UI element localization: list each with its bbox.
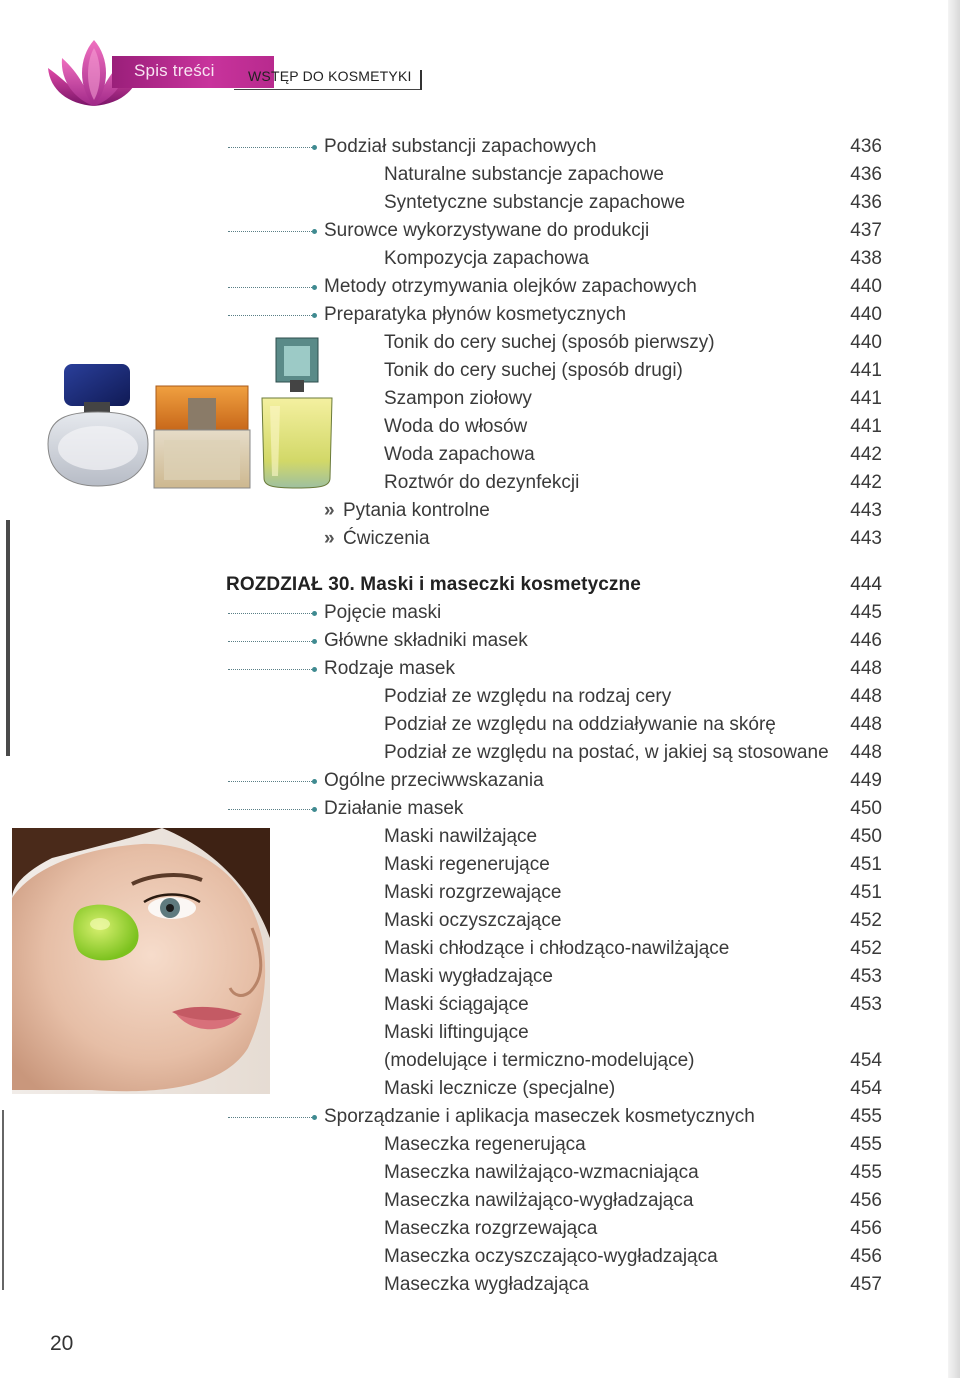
toc-entry-label: Maski lecznicze (specjalne) — [384, 1078, 616, 1099]
toc-entry-label: Maski rozgrzewające — [384, 882, 562, 903]
page-edge-mark — [2, 1110, 4, 1290]
toc-entry-page: 454 — [850, 1050, 882, 1071]
toc-entry-page: 448 — [850, 658, 882, 679]
header-rule — [234, 89, 420, 90]
header-title: Spis treści — [134, 61, 215, 80]
toc-entry-page: 440 — [850, 276, 882, 297]
toc-entry-page: 452 — [850, 910, 882, 931]
toc-entry-page: 452 — [850, 938, 882, 959]
page-number: 20 — [50, 1332, 74, 1355]
chapter-heading[interactable] — [0, 572, 900, 598]
toc-entry-page: 436 — [850, 164, 882, 185]
toc-entry-page: 455 — [850, 1162, 882, 1183]
toc-entry-label: Roztwór do dezynfekcji — [384, 472, 580, 493]
toc-entry-label: Maseczka oczyszczająco-wygładzająca — [384, 1246, 718, 1267]
toc-entry-label: Główne składniki masek — [324, 630, 528, 651]
toc-entry[interactable] — [0, 302, 900, 328]
toc-entry-page: 443 — [850, 500, 882, 521]
leader-line-icon — [228, 809, 312, 810]
toc-entry-label: Preparatyka płynów kosmetycznych — [324, 304, 627, 325]
toc-entry-label: Podział ze względu na oddziaływanie na skórę — [384, 714, 776, 735]
page-edge-mark — [6, 520, 10, 756]
toc-entry-page: 455 — [850, 1106, 882, 1127]
face-mask-photo — [12, 828, 270, 1094]
toc-entry-page: 448 — [850, 714, 882, 735]
header-subtitle: WSTĘP DO KOSMETYKI — [248, 68, 412, 84]
toc-entry[interactable] — [0, 768, 900, 794]
toc-entry-page: 448 — [850, 742, 882, 763]
toc-entry-page: 445 — [850, 602, 882, 623]
toc-entry-label: Metody otrzymywania olejków zapachowych — [324, 276, 697, 297]
toc-entry-label: Maski oczyszczające — [384, 910, 562, 931]
toc-entry[interactable] — [0, 1188, 900, 1214]
toc-entry[interactable] — [0, 526, 900, 552]
toc-entry-label: ROZDZIAŁ 30. Maski i maseczki kosmetyczne — [226, 574, 641, 595]
toc-entry-page: 442 — [850, 472, 882, 493]
toc-entry-label: Tonik do cery suchej (sposób drugi) — [384, 360, 683, 381]
toc-entry-page: 436 — [850, 136, 882, 157]
toc-entry-page: 448 — [850, 686, 882, 707]
toc-entry-page: 438 — [850, 248, 882, 269]
toc-entry-label: Sporządzanie i aplikacja maseczek kosmetycznych — [324, 1106, 755, 1127]
toc-entry-page: 451 — [850, 854, 882, 875]
toc-entry[interactable] — [0, 740, 900, 766]
toc-entry-page: 440 — [850, 304, 882, 325]
toc-entry-page: 444 — [850, 574, 882, 595]
page-edge-shadow — [948, 0, 960, 1378]
section-header — [40, 38, 440, 110]
toc-entry[interactable] — [0, 190, 900, 216]
toc-entry-page: 450 — [850, 798, 882, 819]
toc-entry-page: 451 — [850, 882, 882, 903]
leader-line-icon — [228, 231, 312, 232]
leader-line-icon — [228, 147, 312, 148]
toc-entry-page: 453 — [850, 994, 882, 1015]
toc-entry-page: 441 — [850, 360, 882, 381]
toc-entry-page: 443 — [850, 528, 882, 549]
leader-line-icon — [228, 781, 312, 782]
toc-entry-label: Rodzaje masek — [324, 658, 455, 679]
toc-entry[interactable] — [0, 1104, 900, 1130]
toc-entry-page: 456 — [850, 1190, 882, 1211]
toc-entry-label: Maseczka wygładzająca — [384, 1274, 589, 1295]
toc-entry[interactable] — [0, 656, 900, 682]
toc-entry-page: 453 — [850, 966, 882, 987]
toc-entry[interactable] — [0, 796, 900, 822]
toc-entry[interactable] — [0, 628, 900, 654]
toc-entry[interactable] — [0, 218, 900, 244]
toc-entry-label: Surowce wykorzystywane do produkcji — [324, 220, 650, 241]
toc-entry-page: 454 — [850, 1078, 882, 1099]
toc-entry-label: Maseczka nawilżająco-wzmacniająca — [384, 1162, 699, 1183]
toc-entry-label: Maseczka regenerująca — [384, 1134, 586, 1155]
toc-entry-page: 456 — [850, 1218, 882, 1239]
toc-entry-label: (modelujące i termiczno-modelujące) — [384, 1050, 695, 1071]
toc-entry[interactable] — [0, 246, 900, 272]
toc-entry[interactable] — [0, 162, 900, 188]
toc-entry-label: Pytania kontrolne — [343, 500, 490, 521]
leader-line-icon — [228, 669, 312, 670]
toc-entry[interactable] — [0, 134, 900, 160]
toc-entry[interactable] — [0, 684, 900, 710]
toc-entry-label: Maseczka nawilżająco-wygładzająca — [384, 1190, 694, 1211]
toc-entry[interactable] — [0, 1216, 900, 1242]
toc-entry-page: 441 — [850, 388, 882, 409]
toc-entry-page: 450 — [850, 826, 882, 847]
toc-entry[interactable] — [0, 600, 900, 626]
double-chevron-icon: » — [324, 528, 335, 549]
toc-entry-label: Podział substancji zapachowych — [324, 136, 597, 157]
toc-entry-label: Podział ze względu na postać, w jakiej są stosowane — [384, 742, 829, 763]
toc-entry-page: 440 — [850, 332, 882, 353]
perfume-bottles-illustration — [40, 336, 340, 496]
toc-entry[interactable] — [0, 274, 900, 300]
leader-line-icon — [228, 287, 312, 288]
toc-entry-label: Syntetyczne substancje zapachowe — [384, 192, 686, 213]
toc-entry-page: 436 — [850, 192, 882, 213]
toc-entry-label: Maski liftingujące — [384, 1022, 529, 1043]
toc-entry-label: Podział ze względu na rodzaj cery — [384, 686, 672, 707]
toc-entry-page: 442 — [850, 444, 882, 465]
toc-entry-label: Woda zapachowa — [384, 444, 535, 465]
toc-entry[interactable] — [0, 1272, 900, 1298]
double-chevron-icon: » — [324, 500, 335, 521]
toc-entry[interactable] — [0, 712, 900, 738]
toc-entry-label: Ćwiczenia — [343, 528, 430, 549]
toc-entry-label: Szampon ziołowy — [384, 388, 532, 409]
toc-entry[interactable] — [0, 1244, 900, 1270]
toc-entry-label: Maski nawilżające — [384, 826, 538, 847]
toc-entry[interactable] — [0, 1160, 900, 1186]
toc-entry-label: Woda do włosów — [384, 416, 528, 437]
header-tick — [420, 70, 422, 90]
toc-entry-label: Naturalne substancje zapachowe — [384, 164, 664, 185]
toc-entry-page: 455 — [850, 1134, 882, 1155]
leader-line-icon — [228, 641, 312, 642]
toc-entry-label: Pojęcie maski — [324, 602, 442, 623]
toc-entry-label: Maseczka rozgrzewająca — [384, 1218, 598, 1239]
toc-entry-label: Tonik do cery suchej (sposób pierwszy) — [384, 332, 715, 353]
toc-entry-page: 457 — [850, 1274, 882, 1295]
toc-entry[interactable] — [0, 1132, 900, 1158]
toc-entry-label: Działanie masek — [324, 798, 464, 819]
leader-line-icon — [228, 315, 312, 316]
toc-entry-page: 456 — [850, 1246, 882, 1267]
toc-entry-label: Maski wygładzające — [384, 966, 553, 987]
toc-entry-page: 441 — [850, 416, 882, 437]
toc-entry-label: Ogólne przeciwwskazania — [324, 770, 544, 791]
toc-entry-page: 449 — [850, 770, 882, 791]
toc-entry-page: 437 — [850, 220, 882, 241]
toc-entry[interactable] — [0, 498, 900, 524]
toc-entry-label: Kompozycja zapachowa — [384, 248, 589, 269]
toc-entry-label: Maski ściągające — [384, 994, 529, 1015]
toc-entry-label: Maski chłodzące i chłodząco-nawilżające — [384, 938, 730, 959]
toc-entry-label: Maski regenerujące — [384, 854, 550, 875]
leader-line-icon — [228, 613, 312, 614]
leader-line-icon — [228, 1117, 312, 1118]
toc-entry-page: 446 — [850, 630, 882, 651]
